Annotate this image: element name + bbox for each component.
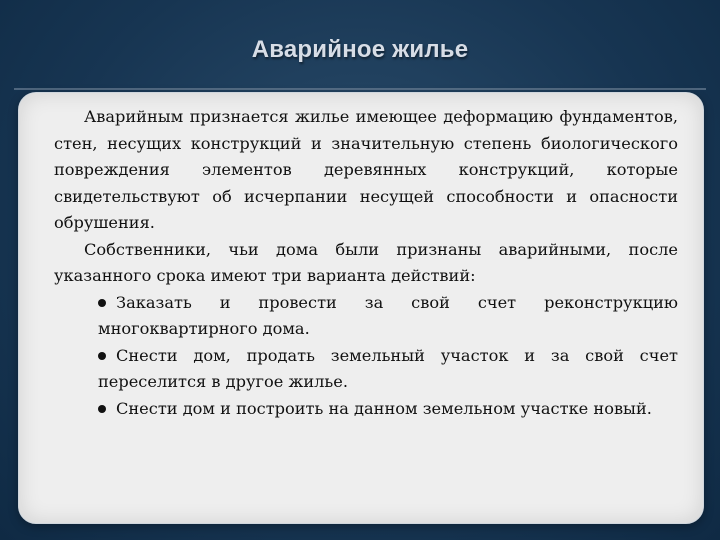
list-item-text: Снести дом, продать земельный участок и за свой счет переселится в другое жилье. — [98, 345, 678, 391]
title-band — [0, 0, 720, 92]
list-item-text: Заказать и провести за свой счет реконструкцию многоквартирного дома. — [98, 292, 678, 338]
options-list — [54, 290, 678, 423]
title-divider — [14, 88, 706, 90]
list-item-text: Снести дом и построить на данном земельном участке новый. — [116, 398, 652, 418]
bullet-icon — [98, 352, 106, 360]
content-body — [54, 104, 678, 422]
bullet-icon — [98, 299, 106, 307]
list-item — [98, 396, 678, 423]
list-item — [98, 343, 678, 396]
slide-title: Аварийное жилье — [251, 36, 469, 63]
paragraph-owners-options: Собственники, чьи дома были признаны аварийными, после указанного срока имеют три варианта действий: — [54, 239, 678, 285]
paragraph-definition: Аварийным признается жилье имеющее деформацию фундаментов, стен, несущих конструкций и значительную степень биологического повреждения элементов деревянных конструкций, которые свидетельствуют об исчерпании несущей способности и опасности обрушения. — [54, 107, 678, 232]
list-item — [98, 290, 678, 343]
bullet-icon — [98, 405, 106, 413]
